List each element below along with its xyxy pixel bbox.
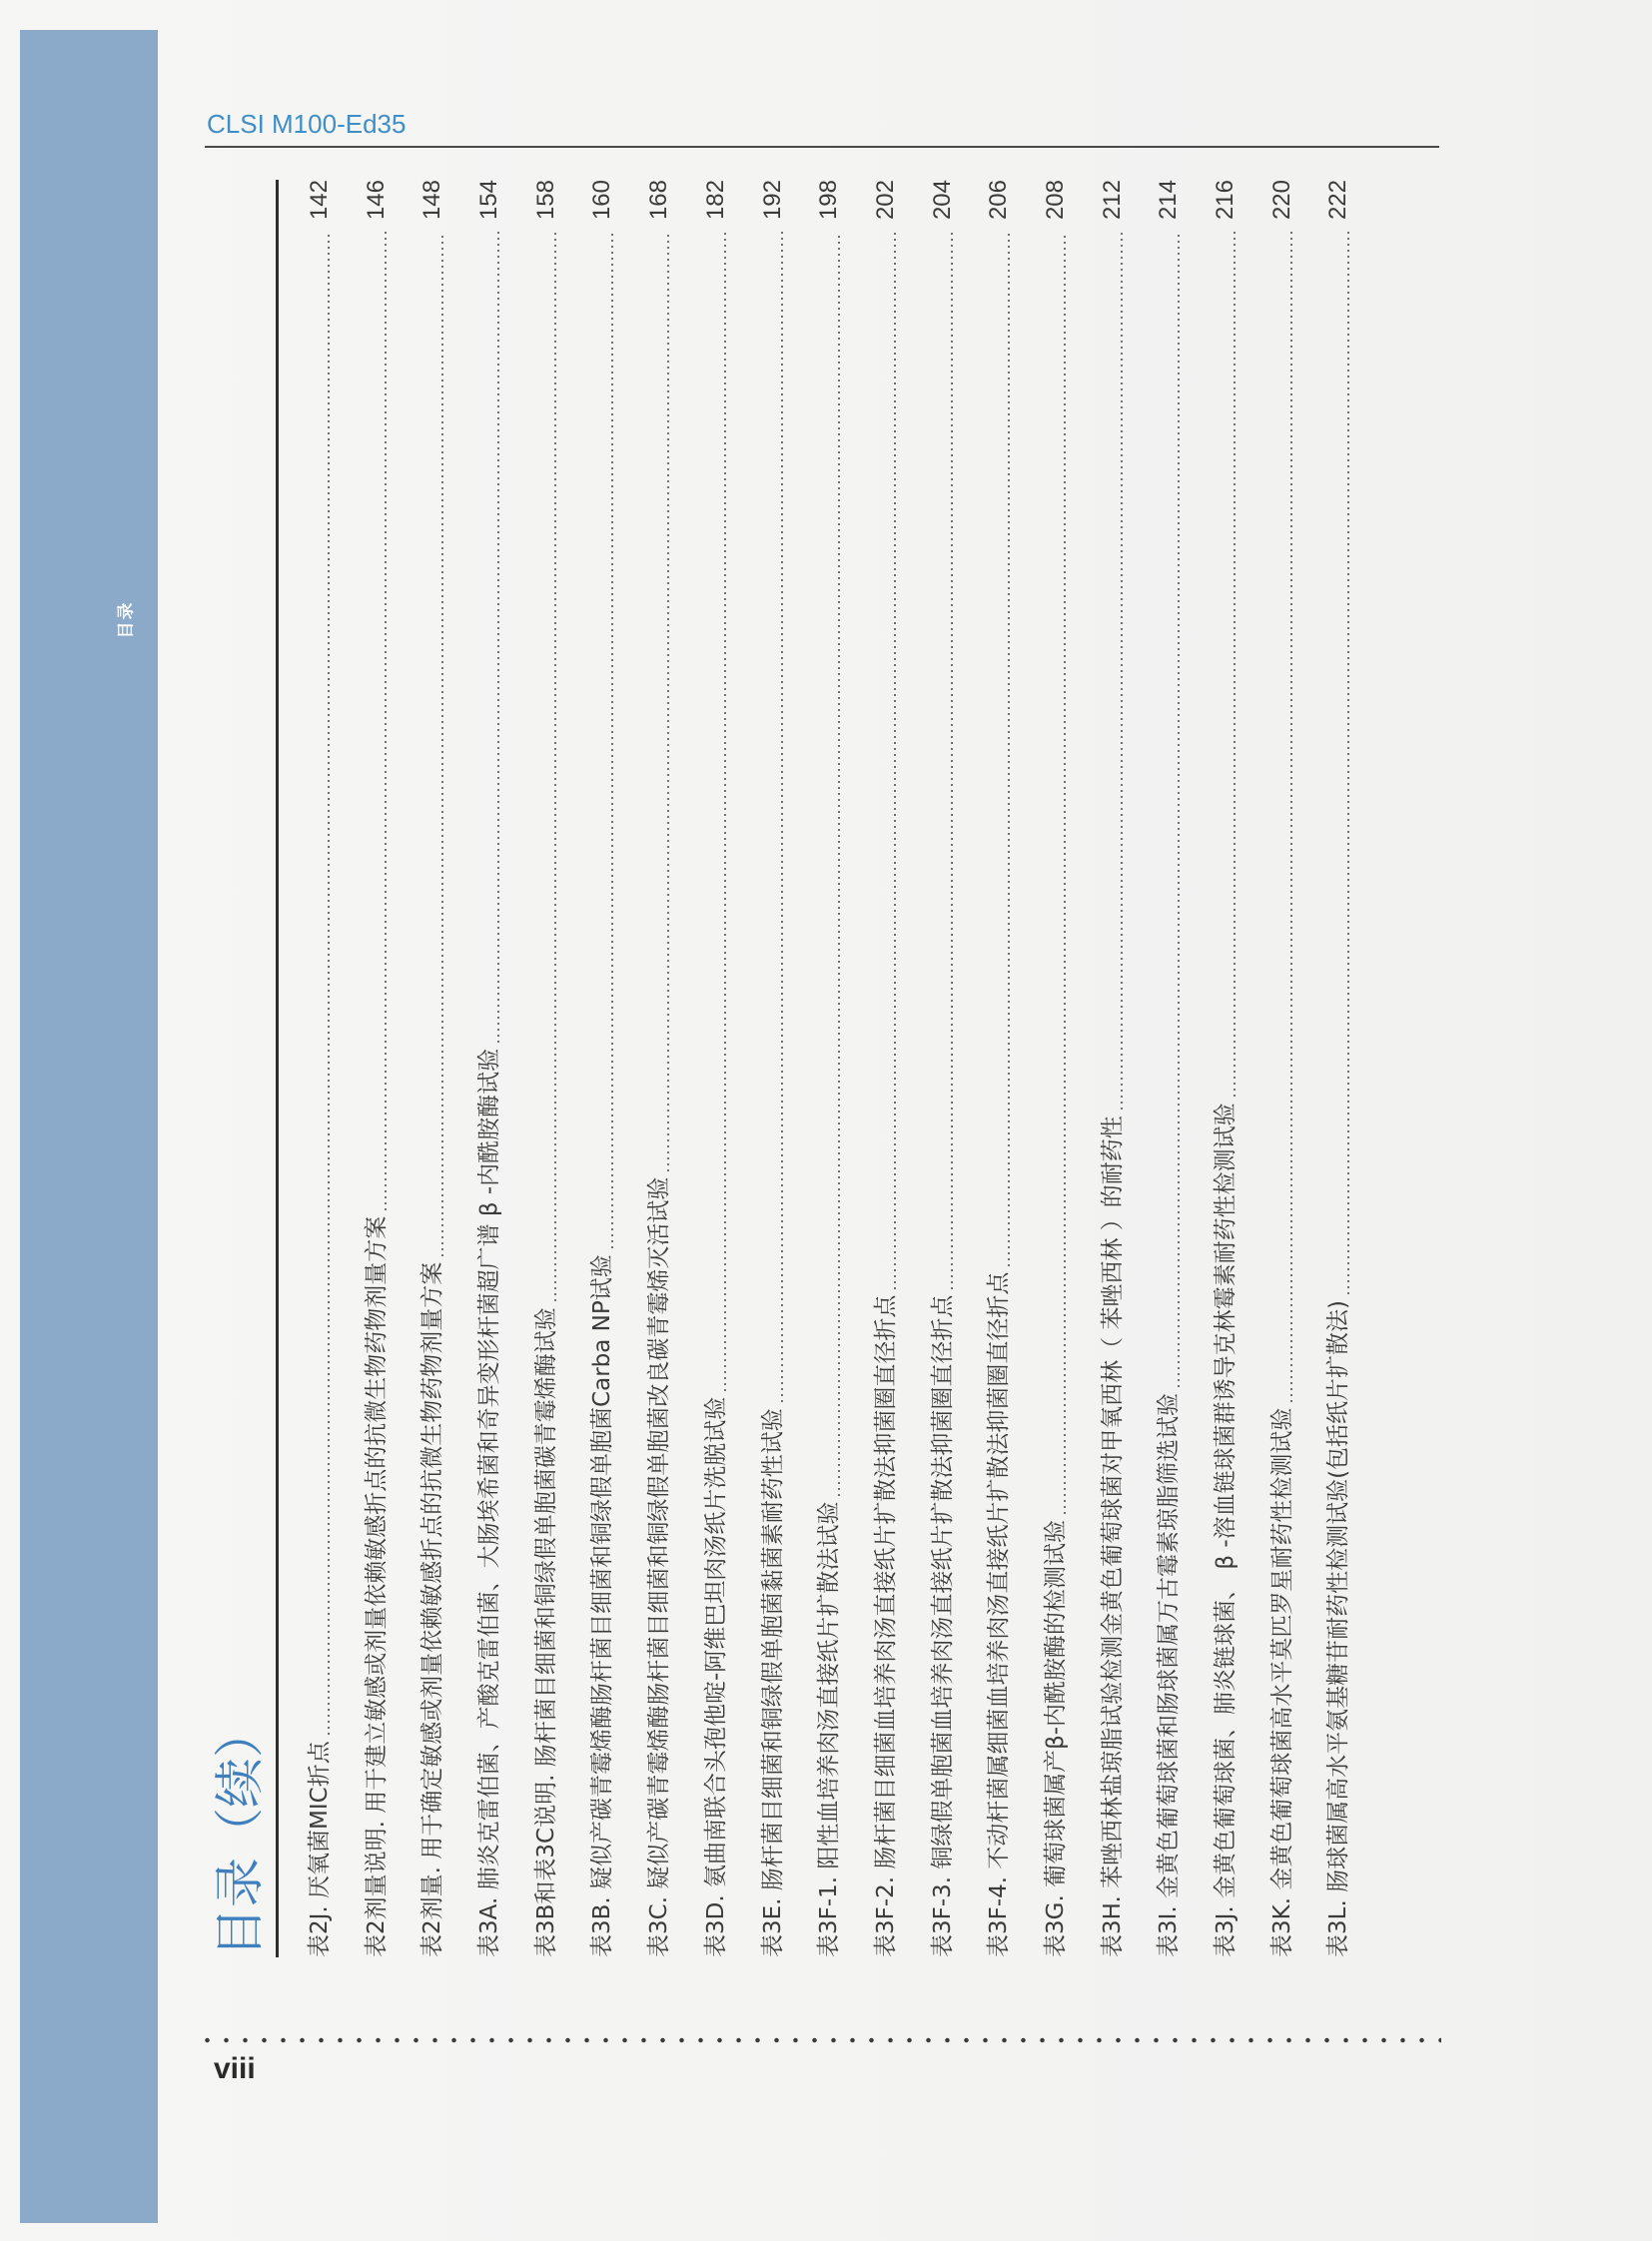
toc-entry[interactable] xyxy=(971,180,1028,1957)
toc-entry[interactable] xyxy=(858,180,915,1957)
toc-entry-label: 表3B. 疑似产碳青霉烯酶肠杆菌目细菌和铜绿假单胞菌Carba NP试验 xyxy=(589,1254,616,1957)
toc-entry-page: 206 xyxy=(985,180,1013,221)
toc-entry[interactable] xyxy=(631,180,688,1957)
toc-dot-leader xyxy=(554,232,556,1303)
document-id: CLSI M100-Ed35 xyxy=(207,109,407,139)
toc-entry[interactable] xyxy=(1310,180,1367,1957)
toc-dot-leader xyxy=(1121,232,1123,1112)
toc-entry-page: 182 xyxy=(701,180,729,221)
toc-entry-page: 214 xyxy=(1155,180,1183,221)
table-of-contents xyxy=(210,180,1368,1957)
toc-entry-page: 204 xyxy=(928,180,956,221)
toc-dot-leader xyxy=(1347,232,1349,1296)
toc-dot-leader xyxy=(385,232,387,1212)
toc-list xyxy=(292,180,1367,1957)
toc-entry-label: 表2剂量. 用于确定敏感或剂量依赖敏感折点的抗微生物药物剂量方案 xyxy=(419,1261,446,1957)
toc-entry[interactable] xyxy=(688,180,745,1957)
toc-entry-label: 表3D. 氨曲南联合头孢他啶-阿维巴坦肉汤纸片洗脱试验 xyxy=(702,1396,729,1957)
toc-dot-leader xyxy=(328,232,330,1737)
toc-entry-label: 表3F-1. 阳性血培养肉汤直接纸片扩散法试验 xyxy=(816,1501,843,1957)
toc-entry-label: 表3F-4. 不动杆菌属细菌血培养肉汤直接纸片扩散法抑菌圈直径折点 xyxy=(986,1271,1013,1957)
toc-dot-leader xyxy=(667,232,669,1173)
toc-dot-leader xyxy=(724,232,726,1393)
footer-dotted-divider xyxy=(198,2037,1441,2043)
toc-entry-page: 146 xyxy=(362,180,390,221)
toc-title: 目录（续） xyxy=(211,1708,269,1957)
toc-entry-page: 198 xyxy=(815,180,843,221)
toc-entry-page: 148 xyxy=(418,180,446,221)
toc-entry[interactable] xyxy=(801,180,858,1957)
toc-dot-leader xyxy=(838,232,840,1498)
toc-entry-page: 222 xyxy=(1324,180,1352,221)
toc-entry-label: 表3F-3. 铜绿假单胞菌血培养肉汤直接纸片扩散法抑菌圈直径折点 xyxy=(929,1294,956,1957)
side-band-label: 目录 xyxy=(116,600,137,638)
toc-entry[interactable] xyxy=(1198,180,1254,1957)
toc-entry-label: 表2剂量说明. 用于建立敏感或剂量依赖敏感折点的抗微生物药物剂量方案 xyxy=(363,1215,390,1957)
toc-entry[interactable] xyxy=(461,180,518,1957)
toc-dot-leader xyxy=(951,232,953,1291)
toc-entry-page: 168 xyxy=(645,180,673,221)
toc-entry-label: 表3B和表3C说明. 肠杆菌目细菌和铜绿假单胞菌碳青霉烯酶试验 xyxy=(532,1307,559,1957)
toc-title-rule xyxy=(276,180,279,1957)
header-divider xyxy=(205,146,1439,148)
toc-dot-leader xyxy=(1290,232,1292,1404)
toc-entry-page: 154 xyxy=(475,180,503,221)
toc-entry-label: 表3C. 疑似产碳青霉烯酶肠杆菌目细菌和铜绿假单胞菌改良碳青霉烯灭活试验 xyxy=(646,1176,673,1957)
toc-entry-page: 216 xyxy=(1212,180,1239,221)
toc-entry-page: 208 xyxy=(1041,180,1069,221)
toc-entry[interactable] xyxy=(405,180,461,1957)
toc-entry-label: 表3G. 葡萄球菌属产β-内酰胺酶的检测试验 xyxy=(1042,1519,1069,1957)
toc-dot-leader xyxy=(1008,232,1010,1268)
toc-entry-label: 表3A. 肺炎克雷伯菌、产酸克雷伯菌、大肠埃希菌和奇异变形杆菌超广谱 β -内酰胺酶试验 xyxy=(476,1048,503,1957)
toc-entry[interactable] xyxy=(915,180,972,1957)
toc-dot-leader xyxy=(1234,232,1236,1099)
toc-dot-leader xyxy=(497,232,499,1045)
toc-entry-label: 表3I. 金黄色葡萄球菌和肠球菌属万古霉素琼脂筛选试验 xyxy=(1156,1392,1183,1957)
toc-entry[interactable] xyxy=(292,180,349,1957)
page-number: viii xyxy=(214,2052,256,2085)
toc-entry-page: 212 xyxy=(1098,180,1126,221)
toc-entry[interactable] xyxy=(745,180,802,1957)
toc-dot-leader xyxy=(441,232,443,1258)
toc-entry[interactable] xyxy=(518,180,575,1957)
toc-dot-leader xyxy=(1064,232,1066,1516)
toc-entry-page: 160 xyxy=(588,180,616,221)
toc-entry-page: 142 xyxy=(306,180,333,221)
toc-entry[interactable] xyxy=(1141,180,1198,1957)
section-side-band xyxy=(20,30,158,2223)
toc-entry-label: 表3L. 肠球菌属高水平氨基糖苷耐药性检测试验(包括纸片扩散法) xyxy=(1325,1299,1352,1957)
toc-entry-label: 表3K. 金黄色葡萄球菌高水平莫匹罗星耐药性检测试验 xyxy=(1268,1407,1295,1957)
toc-entry[interactable] xyxy=(1085,180,1142,1957)
toc-entry-label: 表2J. 厌氧菌MIC折点 xyxy=(307,1741,333,1957)
toc-entry[interactable] xyxy=(1028,180,1085,1957)
toc-dot-leader xyxy=(894,232,896,1291)
toc-entry-page: 158 xyxy=(531,180,559,221)
toc-entry-label: 表3E. 肠杆菌目细菌和铜绿假单胞菌黏菌素耐药性试验 xyxy=(759,1408,786,1957)
toc-entry-page: 220 xyxy=(1267,180,1295,221)
toc-entry[interactable] xyxy=(349,180,406,1957)
toc-entry-label: 表3F-2. 肠杆菌目细菌血培养肉汤直接纸片扩散法抑菌圈直径折点 xyxy=(872,1294,899,1957)
toc-entry-page: 202 xyxy=(871,180,899,221)
toc-entry[interactable] xyxy=(1254,180,1311,1957)
toc-entry-label: 表3H. 苯唑西林盐琼脂试验检测金黄色葡萄球菌对甲氧西林（ 苯唑西林 ）的耐药性 xyxy=(1099,1116,1126,1957)
toc-dot-leader xyxy=(781,232,783,1404)
toc-entry[interactable] xyxy=(574,180,631,1957)
toc-dot-leader xyxy=(611,232,613,1250)
toc-dot-leader xyxy=(1178,232,1180,1389)
toc-entry-label: 表3J. 金黄色葡萄球菌、肺炎链球菌、 β -溶血链球菌群诱导克林霉素耐药性检测试验 xyxy=(1213,1103,1239,1957)
toc-entry-page: 192 xyxy=(758,180,786,221)
